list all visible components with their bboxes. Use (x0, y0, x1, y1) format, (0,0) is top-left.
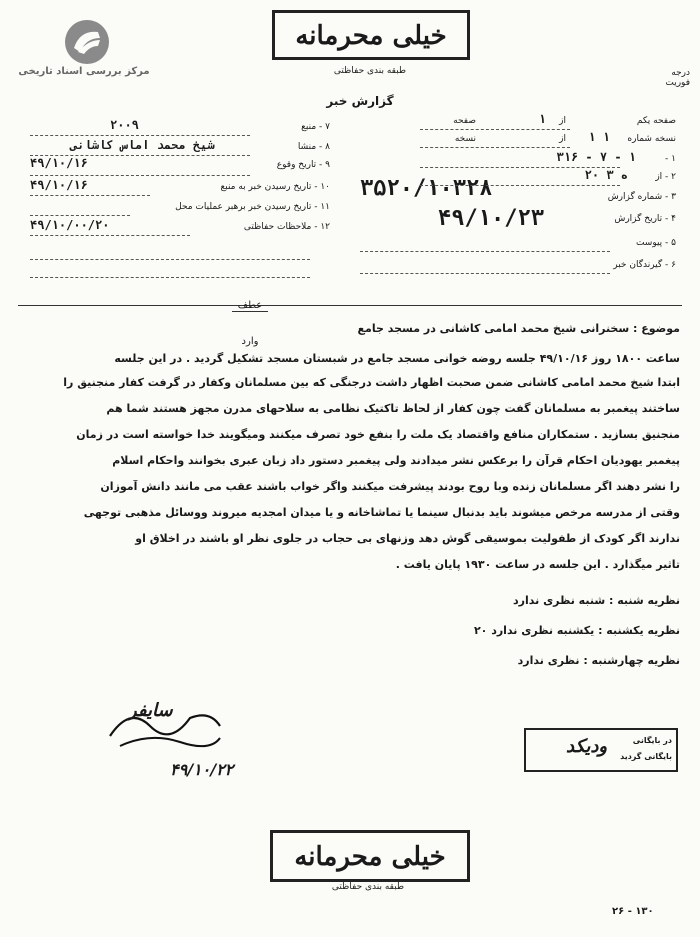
header-divider (18, 305, 682, 306)
body-line: وقتی از مدرسه مرخص میشوند باید بدنبال سینما یا تماشاخانه و یا میدان امجدیه میروند ووسائل مذهبی توجهی (83, 506, 680, 519)
field-occurrence-date: ۹ - تاریخ وقوع ۴۹/۱۰/۱۶ (30, 156, 330, 170)
field-report-number: ۳ - شماره گزارش (607, 192, 676, 202)
body-line: پیغمبر یهودیان احکام قرآن را برعکس نشر میدادند ولی پیغمبر دستور داد زبان عبری بخوانند واحکام اسلام (112, 454, 680, 467)
field-security-notes: ۱۲ - ملاحظات حفاظتی ۴۹/۱۰/۰۰/۲۰ (30, 218, 330, 232)
priority-label: درجه فوریت (665, 68, 690, 88)
body-line: منجنیق بسازید . ستمکاران منافع واقتصاد یک ملت را بنفع خود تصرف میکنند ومیگویند خدا خواسته است در زمان (76, 428, 680, 441)
field-2-from: ۲ - از ۲۰ ه ۳ (584, 168, 676, 182)
document-scroll-icon (62, 18, 112, 66)
subject-line: موضوع : سخنرانی شیخ محمد امامی کاشانی در مسجد جامع (357, 322, 680, 335)
field-copy-number: نسخه شماره از نسخه ۱ ۱ (454, 130, 676, 144)
field-ops-received-date: ۱۱ - تاریخ رسیدن خبر برهبر عملیات محل (175, 202, 330, 212)
report-date-value: ۴۹/۱۰/۲۳ (438, 206, 544, 231)
body-line: را نشر دهند اگر مسلمانان زنده وبا روح بودند پیشرفت میکنند واگر خواب باشند عقب می مانند دانش آموزان (100, 480, 680, 493)
body-line: ساختند پیغمبر به مسلمانان گفت چون کفار از لحاظ تاکتیک نظامی به سلاحهای مدرن مجهز هستند شما هم (106, 402, 680, 415)
field-source: ۷ - منبع ۲۰۰۹ (110, 118, 330, 132)
classification-stamp-bottom: خیلی محرمانه (270, 830, 470, 882)
body-line: ابتدا شیخ محمد امامی کاشانی ضمن صحبت اظهار داشت درجنگی که بین مسلمانان وکفار در گرفت کفار منجنیق را (63, 376, 680, 389)
filed-stamp: در بایگانی بایگانی گردید ودیکد (524, 728, 678, 772)
page-number: ۲۶ - ۱۳۰ (612, 906, 654, 917)
field-page: صفحه یکم از صفحه ۱ (453, 112, 676, 126)
field-source-received-date: ۱۰ - تاریخ رسیدن خبر به منبع ۴۹/۱۰/۱۶ (30, 178, 330, 192)
signature: سایفر (128, 700, 173, 721)
field-recipients: ۶ - گیرندگان خبر (613, 260, 676, 270)
logo-caption: مرکز بررسی اسناد تاریخی (18, 66, 150, 77)
body-line: ساعت ۱۸۰۰ روز ۴۹/۱۰/۱۶ جلسه روضه خوانی مسجد جامع در شبستان مسجد تشکیل گردید . در این جلسه (114, 352, 680, 365)
opinion-line: نظریه شنبه : شنبه نظری ندارد (513, 594, 680, 607)
field-attachment: ۵ - پیوست (635, 238, 676, 248)
body-line: تاثیر میگذارد . این جلسه در ساعت ۱۹۳۰ پایان یافت . (395, 558, 680, 571)
report-number-value: ۳۵۲۰/۱۰۳۲۸ (360, 176, 493, 201)
body-line: ندارند اگر کودک از طفولیت بموسیقی گوش دهد وزنهای بی حجاب در جلوی نظر او باشند در اخلاق او (135, 532, 680, 545)
opinion-line: نظریه یکشنبه : یکشنبه نظری ندارد ۲۰ (473, 624, 680, 637)
classification-stamp-top: خیلی محرمانه (272, 10, 470, 60)
reference-label: عطف (232, 300, 268, 312)
incoming-label: وارد (241, 336, 259, 347)
classification-label-bottom: طبقه بندی حفاظتی (331, 882, 405, 892)
field-1: ۱ - ۳۱۶ - ۷ - ۱ (556, 150, 676, 164)
report-title: گزارش خبر (326, 94, 394, 108)
field-origin: ۸ - منشا شیخ محمد اماس کاشانی (70, 138, 330, 152)
opinion-line: نظریه چهارشنبه : نظری ندارد (517, 654, 680, 667)
archive-logo (14, 18, 154, 88)
handwritten-date: ۴۹/۱۰/۲۲ (170, 760, 234, 779)
field-report-date: ۴ - تاریخ گزارش (614, 214, 676, 224)
classification-label-top: طبقه بندی حفاظتی (333, 66, 407, 76)
